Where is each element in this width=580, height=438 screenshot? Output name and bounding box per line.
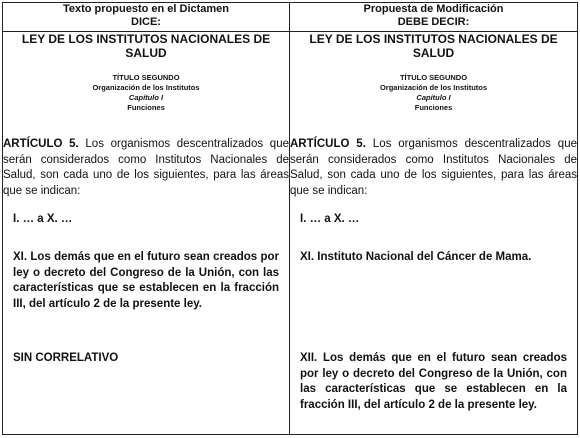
left-header-line1: Texto propuesto en el Dictamen bbox=[62, 3, 230, 15]
right-organizacion: Organización de los Institutos bbox=[379, 83, 488, 92]
left-fraction-xi-text: Los demás que en el futuro sean creados por ley o decreto del Congreso de la Unión, con las características que se establecen en la fracción III, del artículo 2 de la presente ley. bbox=[13, 251, 279, 310]
left-fraction-xi-label: XI. bbox=[13, 251, 28, 263]
right-law-title: LEY DE LOS INSTITUTOS NACIONALES DE SALUD bbox=[309, 32, 558, 60]
right-header-line1: Propuesta de Modificación bbox=[363, 3, 504, 15]
left-funciones: Funciones bbox=[127, 103, 165, 112]
right-titulo: TÍTULO SEGUNDO bbox=[399, 73, 468, 82]
right-capitulo: Capítulo I bbox=[416, 93, 451, 102]
comparison-table bbox=[2, 2, 578, 435]
right-funciones: Funciones bbox=[414, 103, 453, 112]
left-fraction-xi bbox=[13, 250, 279, 312]
right-fraction-xi: XI. Instituto Nacional del Cáncer de Mama. bbox=[300, 251, 532, 263]
left-article-label: ARTÍCULO 5. bbox=[3, 138, 79, 150]
left-header-line2: DICE: bbox=[131, 16, 161, 28]
left-organizacion: Organización de los Institutos bbox=[92, 83, 200, 92]
left-article-text: Los organismos descentralizados que serán considerados como Institutos Nacionales de Salud, son cada uno de los siguientes, para las áreas que se indican: bbox=[3, 138, 289, 197]
right-column-header bbox=[290, 3, 578, 32]
left-content-cell bbox=[3, 32, 290, 435]
right-fraction-range: I. … a X. … bbox=[300, 213, 360, 225]
left-article-5 bbox=[3, 137, 289, 199]
right-header-line2: DEBE DECIR: bbox=[397, 16, 470, 28]
header-row bbox=[3, 3, 578, 32]
left-law-title: LEY DE LOS INSTITUTOS NACIONALES DE SALUD bbox=[21, 32, 271, 60]
left-capitulo: Capítulo I bbox=[128, 93, 164, 102]
left-fraction-range: I. … a X. … bbox=[13, 213, 73, 225]
right-article-text: Los organismos descentralizados que serán considerados como Institutos Nacionales de Salud, son cada uno de los siguientes, para las áreas que se indican: bbox=[290, 138, 577, 197]
left-sin-correlativo: SIN CORRELATIVO bbox=[13, 352, 119, 364]
left-column-header bbox=[3, 3, 290, 32]
content-row bbox=[3, 32, 578, 435]
right-content-cell bbox=[290, 32, 578, 435]
right-article-label: ARTÍCULO 5. bbox=[290, 138, 366, 150]
left-titulo: TÍTULO SEGUNDO bbox=[112, 73, 180, 82]
right-fraction-xii: XII. Los demás que en el futuro sean creados por ley o decreto del Congreso de la Unión, con las características que se establecen en la fracción III, del artículo 2 de la presente ley. bbox=[300, 352, 567, 411]
right-article-5 bbox=[290, 137, 577, 199]
